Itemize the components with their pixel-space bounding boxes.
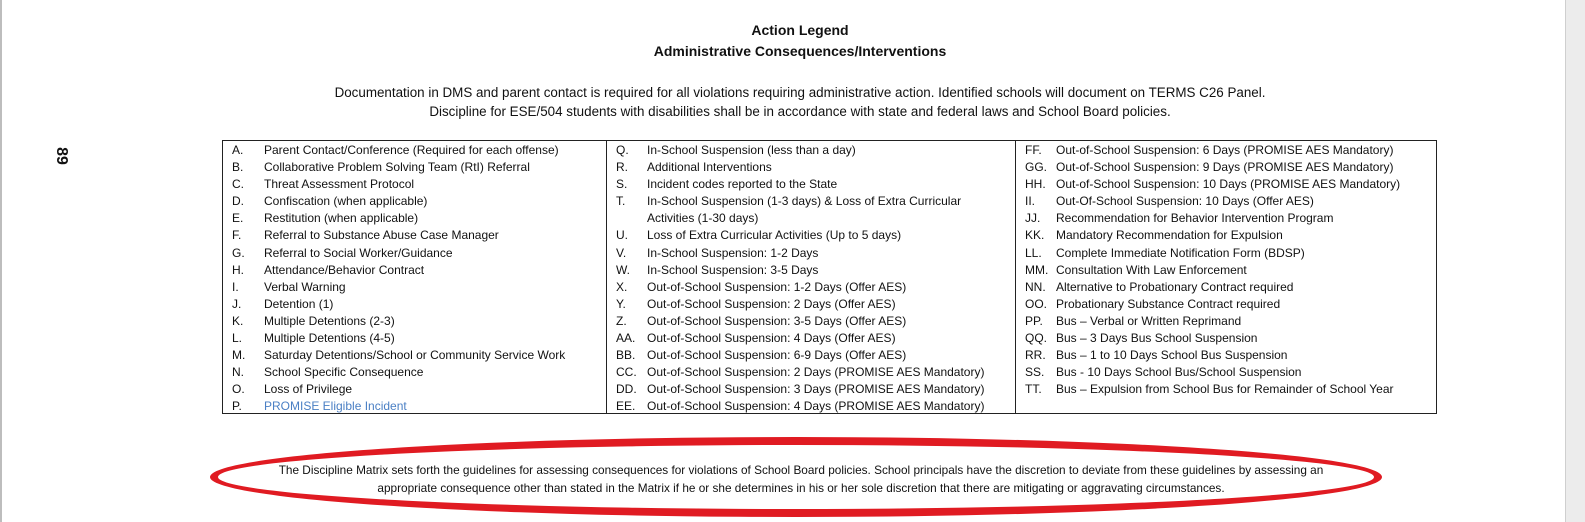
legend-item [607, 364, 1015, 381]
legend-item-text: Out-of-School Suspension: 10 Days (PROMISE AES Mandatory) [1056, 177, 1401, 192]
disclaimer-line-1: The Discipline Matrix sets forth the guidelines for assessing consequences for violations of School Board policies. School principals have the discretion to deviate from these guidelines by assessing an [278, 463, 1324, 477]
legend-item-code: T. [616, 194, 626, 209]
legend-item [1016, 381, 1436, 398]
legend-item-code: MM. [1025, 262, 1049, 277]
legend-item [1016, 245, 1436, 262]
legend-item-text: Referral to Social Worker/Guidance [264, 245, 453, 260]
legend-item [1016, 142, 1436, 159]
legend-item-text: In-School Suspension: 3-5 Days [647, 262, 819, 277]
legend-item-text: Collaborative Problem Solving Team (RtI) Referral [264, 160, 530, 175]
page-edge-left [0, 0, 2, 522]
intro-line-2: Discipline for ESE/504 students with disabilities shall be in accordance with state and federal laws and School Board policies. [429, 104, 1171, 119]
legend-item-code: H. [232, 262, 244, 277]
legend-item-code: AA. [616, 331, 636, 346]
legend-item-text: Attendance/Behavior Contract [264, 262, 425, 277]
legend-item [607, 313, 1015, 330]
legend-item [1016, 330, 1436, 347]
legend-item-code: LL. [1025, 245, 1042, 260]
legend-item-code: Z. [616, 313, 627, 328]
legend-item-code: L. [232, 331, 243, 346]
legend-item-code: J. [232, 296, 242, 311]
legend-item-text: Bus - 10 Days School Bus/School Suspension [1056, 365, 1302, 380]
document-title [0, 20, 1585, 62]
legend-item [1016, 193, 1436, 210]
legend-item-text: Threat Assessment Protocol [264, 177, 415, 192]
legend-item-text: Confiscation (when applicable) [264, 194, 428, 209]
legend-item-code: NN. [1025, 279, 1046, 294]
title-line-2: Administrative Consequences/Interventions [653, 43, 947, 59]
legend-item-code: W. [616, 262, 630, 277]
legend-item-text: Bus – 1 to 10 Days School Bus Suspension [1056, 348, 1288, 363]
legend-item [607, 279, 1015, 296]
legend-item [1016, 313, 1436, 330]
legend-item [607, 142, 1015, 159]
legend-item-text: Restitution (when applicable) [264, 211, 419, 226]
disclaimer-line-2: appropriate consequence other than stated in the Matrix if he or she determines in his or her sole discretion that there are mitigating or aggravating circumstances. [377, 481, 1225, 495]
legend-item-text: Out-of-School Suspension: 6-9 Days (Offer AES) [647, 348, 907, 363]
legend-item [223, 142, 606, 159]
legend-item-text: Bus – 3 Days Bus School Suspension [1056, 331, 1258, 346]
legend-item-code: CC. [616, 365, 637, 380]
legend-item [223, 193, 606, 210]
legend-item-code: F. [232, 228, 242, 243]
legend-item-text: Parent Contact/Conference (Required for each offense) [264, 143, 559, 157]
legend-item-code: V. [616, 245, 627, 260]
legend-item-text: Multiple Detentions (4-5) [264, 331, 395, 346]
legend-item-code: O. [232, 382, 245, 397]
legend-item-code: N. [232, 365, 244, 380]
legend-item-code: KK. [1025, 228, 1045, 243]
legend-item [607, 381, 1015, 398]
legend-item [223, 245, 606, 262]
title-line-1: Action Legend [751, 22, 849, 38]
legend-item [607, 245, 1015, 262]
legend-item-code: HH. [1025, 177, 1046, 192]
disclaimer-text [222, 461, 1380, 497]
legend-item-code: U. [616, 228, 628, 243]
legend-item-text: Bus – Expulsion from School Bus for Remainder of School Year [1056, 382, 1394, 397]
legend-item-text: Bus – Verbal or Written Reprimand [1056, 313, 1242, 328]
legend-item-code: RR. [1025, 348, 1046, 363]
legend-item-text: In-School Suspension (1-3 days) & Loss of Extra Curricular Activities (1-30 days) [647, 194, 962, 226]
legend-item [607, 398, 1015, 415]
legend-item [1016, 347, 1436, 364]
legend-item-code: Q. [616, 143, 629, 157]
legend-item-text: Out-of-School Suspension: 1-2 Days (Offer AES) [647, 279, 907, 294]
legend-item [1016, 364, 1436, 381]
intro-line-1: Documentation in DMS and parent contact is required for all violations requiring administrative action. Identified schools will document on TERMS C26 Panel. [334, 85, 1266, 100]
legend-item-code: II. [1025, 194, 1036, 209]
legend-item [223, 227, 606, 244]
legend-item-code: BB. [616, 348, 636, 363]
action-legend-table [222, 140, 1437, 414]
legend-item [223, 176, 606, 193]
legend-item-code: B. [232, 160, 244, 175]
legend-item [223, 279, 606, 296]
page-edge-right [1565, 0, 1585, 522]
legend-item-text: Loss of Extra Curricular Activities (Up to 5 days) [647, 228, 902, 243]
legend-column-2 [607, 141, 1016, 413]
legend-item [607, 347, 1015, 364]
legend-item [607, 296, 1015, 313]
legend-item-code: FF. [1025, 143, 1042, 157]
legend-item [223, 364, 606, 381]
legend-item-text: Out-of-School Suspension: 2 Days (PROMISE AES Mandatory) [647, 365, 985, 380]
legend-item-text: Alternative to Probationary Contract required [1056, 279, 1294, 294]
legend-item-code: OO. [1025, 296, 1048, 311]
legend-item-text: Incident codes reported to the State [647, 177, 838, 192]
legend-item [607, 330, 1015, 347]
legend-item [223, 398, 606, 415]
legend-item [223, 159, 606, 176]
legend-column-1 [223, 141, 607, 413]
legend-item [607, 227, 1015, 244]
legend-item-code: QQ. [1025, 331, 1048, 346]
legend-item [607, 176, 1015, 193]
legend-item-code: E. [232, 211, 244, 226]
legend-item-code: PP. [1025, 313, 1043, 328]
legend-item-code: D. [232, 194, 244, 209]
legend-item-text: Out-of-School Suspension: 2 Days (Offer AES) [647, 296, 896, 311]
legend-item [223, 262, 606, 279]
legend-item-text: Out-Of-School Suspension: 10 Days (Offer AES) [1056, 194, 1314, 209]
legend-item-code: K. [232, 313, 244, 328]
legend-item-code: DD. [616, 382, 637, 397]
legend-item [223, 381, 606, 398]
legend-item [607, 262, 1015, 279]
legend-item-text: Multiple Detentions (2-3) [264, 313, 395, 328]
legend-item [1016, 262, 1436, 279]
legend-item-text: Out-of-School Suspension: 3-5 Days (Offer AES) [647, 313, 907, 328]
legend-item-text: Out-of-School Suspension: 4 Days (Offer AES) [647, 331, 896, 346]
legend-item [223, 210, 606, 227]
legend-item-code: TT. [1025, 382, 1042, 397]
legend-column-3 [1016, 141, 1436, 413]
legend-item [1016, 176, 1436, 193]
legend-item-text: Out-of-School Suspension: 4 Days (PROMISE AES Mandatory) [647, 399, 985, 414]
legend-item [1016, 159, 1436, 176]
intro-text [0, 83, 1585, 121]
legend-item-text: In-School Suspension (less than a day) [647, 143, 856, 157]
legend-item-code: A. [232, 143, 244, 157]
legend-item [607, 193, 1015, 227]
legend-item [1016, 296, 1436, 313]
legend-item [223, 347, 606, 364]
legend-item [607, 159, 1015, 176]
legend-item-code: GG. [1025, 160, 1048, 175]
legend-item-code: S. [616, 177, 628, 192]
legend-item-code: R. [616, 160, 628, 175]
legend-item-text: Detention (1) [264, 296, 334, 311]
legend-item [1016, 210, 1436, 227]
legend-item [223, 296, 606, 313]
page-number: 89 [53, 147, 70, 165]
legend-item-text: Complete Immediate Notification Form (BDSP) [1056, 245, 1305, 260]
legend-item-text: Additional Interventions [647, 160, 772, 175]
legend-item-text: Saturday Detentions/School or Community Service Work [264, 348, 566, 363]
legend-item-text: In-School Suspension: 1-2 Days [647, 245, 819, 260]
legend-item-text: Verbal Warning [264, 279, 346, 294]
legend-item-code: G. [232, 245, 245, 260]
legend-item-code: JJ. [1025, 211, 1041, 226]
legend-item-text: Consultation With Law Enforcement [1056, 262, 1247, 277]
legend-item-code: P. [232, 399, 242, 414]
legend-item-text: School Specific Consequence [264, 365, 424, 380]
legend-item-text: Out-of-School Suspension: 3 Days (PROMISE AES Mandatory) [647, 382, 985, 397]
legend-item-code: Y. [616, 296, 626, 311]
legend-item-text: Probationary Substance Contract required [1056, 296, 1281, 311]
legend-item-text: PROMISE Eligible Incident [264, 399, 407, 414]
legend-item-code: SS. [1025, 365, 1045, 380]
legend-item [1016, 227, 1436, 244]
legend-item [1016, 279, 1436, 296]
legend-item-text: Loss of Privilege [264, 382, 353, 397]
legend-item-text: Referral to Substance Abuse Case Manager [264, 228, 499, 243]
legend-item-code: I. [232, 279, 239, 294]
legend-item-code: M. [232, 348, 246, 363]
legend-item [223, 330, 606, 347]
legend-item-code: X. [616, 279, 628, 294]
legend-item-text: Recommendation for Behavior Intervention Program [1056, 211, 1334, 226]
legend-item-text: Out-of-School Suspension: 6 Days (PROMISE AES Mandatory) [1056, 143, 1394, 157]
legend-item-code: C. [232, 177, 244, 192]
legend-item [223, 313, 606, 330]
legend-item-text: Mandatory Recommendation for Expulsion [1056, 228, 1283, 243]
legend-item-code: EE. [616, 399, 636, 414]
legend-item-text: Out-of-School Suspension: 9 Days (PROMISE AES Mandatory) [1056, 160, 1394, 175]
